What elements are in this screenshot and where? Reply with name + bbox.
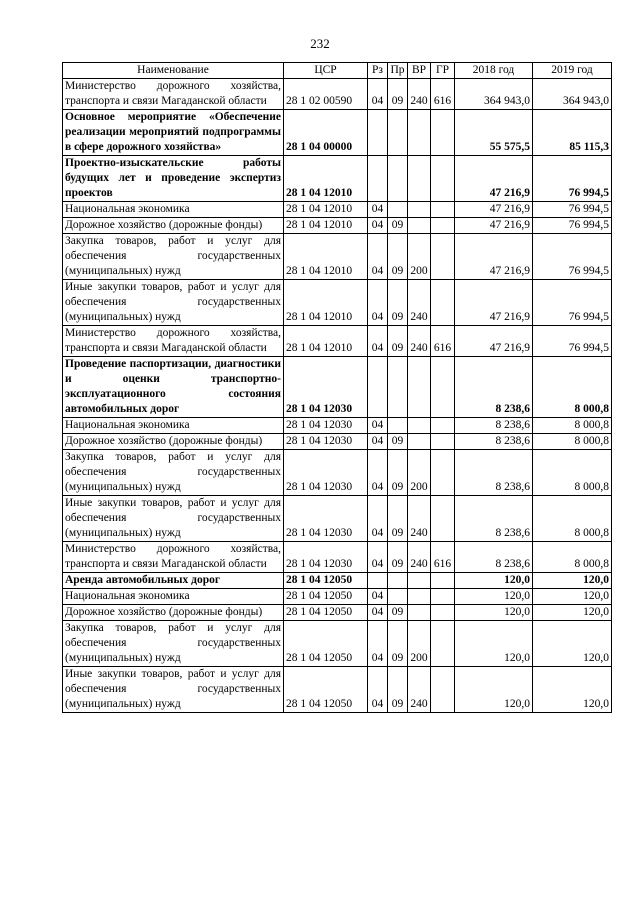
row-2018-value: 8 238,6 — [455, 450, 533, 496]
row-csr-cell: 28 1 04 12030 — [284, 542, 368, 573]
row-vr-cell — [408, 589, 431, 605]
row-rz-cell: 04 — [368, 589, 388, 605]
row-rz-cell: 04 — [368, 326, 388, 357]
row-name-cell: Иные закупки товаров, работ и услуг для обеспечения государственных (муниципальных) нужд — [63, 667, 284, 713]
column-header-name: Наименование — [63, 63, 284, 79]
row-vr-cell — [408, 357, 431, 418]
row-vr-cell: 240 — [408, 496, 431, 542]
row-vr-cell: 240 — [408, 326, 431, 357]
row-name-cell: Проведение паспортизации, диагностики и оценки транспортно-эксплуатационного состояния автомобильных дорог — [63, 357, 284, 418]
row-rz-cell: 04 — [368, 621, 388, 667]
row-name-cell: Закупка товаров, работ и услуг для обеспечения государственных (муниципальных) нужд — [63, 621, 284, 667]
table-row — [63, 605, 612, 621]
column-header-rz: Рз — [368, 63, 388, 79]
row-csr-cell: 28 1 04 12030 — [284, 434, 368, 450]
row-name-cell: Закупка товаров, работ и услуг для обеспечения государственных (муниципальных) нужд — [63, 234, 284, 280]
row-2019-value: 364 943,0 — [533, 79, 612, 110]
row-2019-value: 120,0 — [533, 605, 612, 621]
row-vr-cell — [408, 434, 431, 450]
row-rz-cell: 04 — [368, 280, 388, 326]
row-pr-cell — [388, 110, 408, 156]
row-name-cell: Дорожное хозяйство (дорожные фонды) — [63, 605, 284, 621]
row-name-cell: Национальная экономика — [63, 202, 284, 218]
row-csr-cell: 28 1 04 12050 — [284, 589, 368, 605]
row-2018-value: 8 238,6 — [455, 357, 533, 418]
row-2019-value: 8 000,8 — [533, 434, 612, 450]
row-vr-cell: 200 — [408, 621, 431, 667]
row-name-cell: Иные закупки товаров, работ и услуг для обеспечения государственных (муниципальных) нужд — [63, 496, 284, 542]
row-gr-cell — [431, 450, 455, 496]
row-csr-cell: 28 1 04 12010 — [284, 280, 368, 326]
row-vr-cell — [408, 156, 431, 202]
row-2018-value: 120,0 — [455, 605, 533, 621]
row-pr-cell: 09 — [388, 326, 408, 357]
table-row — [63, 621, 612, 667]
row-gr-cell — [431, 667, 455, 713]
row-pr-cell: 09 — [388, 450, 408, 496]
row-vr-cell — [408, 605, 431, 621]
row-2019-value: 76 994,5 — [533, 234, 612, 280]
row-gr-cell — [431, 202, 455, 218]
row-name-cell: Дорожное хозяйство (дорожные фонды) — [63, 434, 284, 450]
row-2018-value: 47 216,9 — [455, 326, 533, 357]
row-vr-cell — [408, 573, 431, 589]
row-2019-value: 120,0 — [533, 621, 612, 667]
row-2019-value: 76 994,5 — [533, 326, 612, 357]
table-row — [63, 496, 612, 542]
row-gr-cell: 616 — [431, 79, 455, 110]
row-rz-cell: 04 — [368, 605, 388, 621]
row-csr-cell: 28 1 02 00590 — [284, 79, 368, 110]
table-row — [63, 667, 612, 713]
row-rz-cell — [368, 573, 388, 589]
table-row — [63, 79, 612, 110]
row-rz-cell: 04 — [368, 202, 388, 218]
row-name-cell: Закупка товаров, работ и услуг для обеспечения государственных (муниципальных) нужд — [63, 450, 284, 496]
table-row — [63, 234, 612, 280]
row-rz-cell: 04 — [368, 450, 388, 496]
row-2019-value: 8 000,8 — [533, 357, 612, 418]
table-row — [63, 418, 612, 434]
column-header-2018: 2018 год — [455, 63, 533, 79]
row-vr-cell — [408, 110, 431, 156]
row-pr-cell — [388, 156, 408, 202]
row-vr-cell — [408, 418, 431, 434]
row-name-cell: Аренда автомобильных дорог — [63, 573, 284, 589]
row-2018-value: 47 216,9 — [455, 280, 533, 326]
row-name-cell: Основное мероприятие «Обеспечение реализации мероприятий подпрограммы в сфере дорожного хозяйства» — [63, 110, 284, 156]
row-csr-cell: 28 1 04 12010 — [284, 218, 368, 234]
row-csr-cell: 28 1 04 12050 — [284, 667, 368, 713]
row-csr-cell: 28 1 04 12010 — [284, 202, 368, 218]
row-vr-cell — [408, 202, 431, 218]
row-rz-cell: 04 — [368, 434, 388, 450]
table-body — [63, 79, 612, 713]
row-gr-cell — [431, 218, 455, 234]
row-pr-cell: 09 — [388, 621, 408, 667]
row-pr-cell: 09 — [388, 542, 408, 573]
table-row — [63, 326, 612, 357]
row-gr-cell — [431, 280, 455, 326]
row-rz-cell: 04 — [368, 218, 388, 234]
row-csr-cell: 28 1 04 12050 — [284, 573, 368, 589]
row-rz-cell: 04 — [368, 79, 388, 110]
row-csr-cell: 28 1 04 12010 — [284, 156, 368, 202]
row-gr-cell — [431, 621, 455, 667]
column-header-vr: ВР — [408, 63, 431, 79]
row-csr-cell: 28 1 04 12050 — [284, 605, 368, 621]
row-pr-cell: 09 — [388, 434, 408, 450]
column-header-2019: 2019 год — [533, 63, 612, 79]
row-gr-cell — [431, 156, 455, 202]
row-pr-cell — [388, 418, 408, 434]
row-vr-cell: 240 — [408, 542, 431, 573]
row-2018-value: 364 943,0 — [455, 79, 533, 110]
row-2018-value: 47 216,9 — [455, 156, 533, 202]
row-name-cell: Национальная экономика — [63, 418, 284, 434]
row-gr-cell: 616 — [431, 326, 455, 357]
row-2019-value: 85 115,3 — [533, 110, 612, 156]
table-row — [63, 542, 612, 573]
row-csr-cell: 28 1 04 12030 — [284, 450, 368, 496]
row-vr-cell: 240 — [408, 667, 431, 713]
row-pr-cell: 09 — [388, 280, 408, 326]
row-gr-cell — [431, 589, 455, 605]
row-csr-cell: 28 1 04 12030 — [284, 357, 368, 418]
row-csr-cell: 28 1 04 12010 — [284, 234, 368, 280]
column-header-gr: ГР — [431, 63, 455, 79]
row-rz-cell — [368, 110, 388, 156]
table-row — [63, 110, 612, 156]
row-2019-value: 120,0 — [533, 589, 612, 605]
row-pr-cell — [388, 589, 408, 605]
row-2018-value: 8 238,6 — [455, 434, 533, 450]
table-row — [63, 280, 612, 326]
column-header-csr: ЦСР — [284, 63, 368, 79]
table-header-row — [63, 63, 612, 79]
row-2018-value: 120,0 — [455, 667, 533, 713]
row-gr-cell: 616 — [431, 542, 455, 573]
row-vr-cell: 200 — [408, 450, 431, 496]
row-rz-cell — [368, 357, 388, 418]
row-2018-value: 55 575,5 — [455, 110, 533, 156]
row-gr-cell — [431, 434, 455, 450]
row-vr-cell — [408, 218, 431, 234]
row-rz-cell: 04 — [368, 496, 388, 542]
row-2018-value: 8 238,6 — [455, 542, 533, 573]
row-2019-value: 120,0 — [533, 573, 612, 589]
row-name-cell: Министерство дорожного хозяйства, транспорта и связи Магаданской области — [63, 79, 284, 110]
row-rz-cell: 04 — [368, 418, 388, 434]
row-name-cell: Министерство дорожного хозяйства, транспорта и связи Магаданской области — [63, 326, 284, 357]
table-row — [63, 202, 612, 218]
row-2019-value: 76 994,5 — [533, 280, 612, 326]
row-2018-value: 120,0 — [455, 589, 533, 605]
row-gr-cell — [431, 418, 455, 434]
row-name-cell: Национальная экономика — [63, 589, 284, 605]
row-rz-cell: 04 — [368, 234, 388, 280]
row-2019-value: 76 994,5 — [533, 218, 612, 234]
table-row — [63, 218, 612, 234]
row-2018-value: 47 216,9 — [455, 202, 533, 218]
row-2018-value: 8 238,6 — [455, 418, 533, 434]
row-2019-value: 8 000,8 — [533, 450, 612, 496]
row-rz-cell: 04 — [368, 667, 388, 713]
table-row — [63, 434, 612, 450]
row-gr-cell — [431, 110, 455, 156]
row-csr-cell: 28 1 04 00000 — [284, 110, 368, 156]
row-pr-cell — [388, 573, 408, 589]
row-csr-cell: 28 1 04 12010 — [284, 326, 368, 357]
row-pr-cell — [388, 357, 408, 418]
row-csr-cell: 28 1 04 12030 — [284, 418, 368, 434]
row-csr-cell: 28 1 04 12030 — [284, 496, 368, 542]
row-rz-cell: 04 — [368, 542, 388, 573]
row-pr-cell: 09 — [388, 79, 408, 110]
row-2019-value: 76 994,5 — [533, 202, 612, 218]
row-vr-cell: 240 — [408, 79, 431, 110]
row-2018-value: 47 216,9 — [455, 234, 533, 280]
row-vr-cell: 240 — [408, 280, 431, 326]
row-2019-value: 8 000,8 — [533, 418, 612, 434]
table-row — [63, 357, 612, 418]
row-2019-value: 8 000,8 — [533, 496, 612, 542]
row-2018-value: 47 216,9 — [455, 218, 533, 234]
row-pr-cell: 09 — [388, 234, 408, 280]
budget-table — [62, 62, 612, 713]
table-row — [63, 589, 612, 605]
row-gr-cell — [431, 573, 455, 589]
row-pr-cell: 09 — [388, 667, 408, 713]
row-2019-value: 120,0 — [533, 667, 612, 713]
page-number: 232 — [310, 36, 330, 51]
row-gr-cell — [431, 234, 455, 280]
row-2018-value: 120,0 — [455, 621, 533, 667]
row-pr-cell: 09 — [388, 496, 408, 542]
row-2018-value: 8 238,6 — [455, 496, 533, 542]
table-row — [63, 450, 612, 496]
row-rz-cell — [368, 156, 388, 202]
row-name-cell: Дорожное хозяйство (дорожные фонды) — [63, 218, 284, 234]
row-2019-value: 76 994,5 — [533, 156, 612, 202]
row-gr-cell — [431, 605, 455, 621]
row-pr-cell: 09 — [388, 218, 408, 234]
row-name-cell: Министерство дорожного хозяйства, транспорта и связи Магаданской области — [63, 542, 284, 573]
row-pr-cell: 09 — [388, 605, 408, 621]
row-vr-cell: 200 — [408, 234, 431, 280]
row-name-cell: Проектно-изыскательские работы будущих лет и проведение экспертиз проектов — [63, 156, 284, 202]
table-row — [63, 573, 612, 589]
column-header-pr: Пр — [388, 63, 408, 79]
row-name-cell: Иные закупки товаров, работ и услуг для обеспечения государственных (муниципальных) нужд — [63, 280, 284, 326]
row-csr-cell: 28 1 04 12050 — [284, 621, 368, 667]
row-gr-cell — [431, 357, 455, 418]
table-row — [63, 156, 612, 202]
row-2019-value: 8 000,8 — [533, 542, 612, 573]
row-pr-cell — [388, 202, 408, 218]
row-2018-value: 120,0 — [455, 573, 533, 589]
row-gr-cell — [431, 496, 455, 542]
